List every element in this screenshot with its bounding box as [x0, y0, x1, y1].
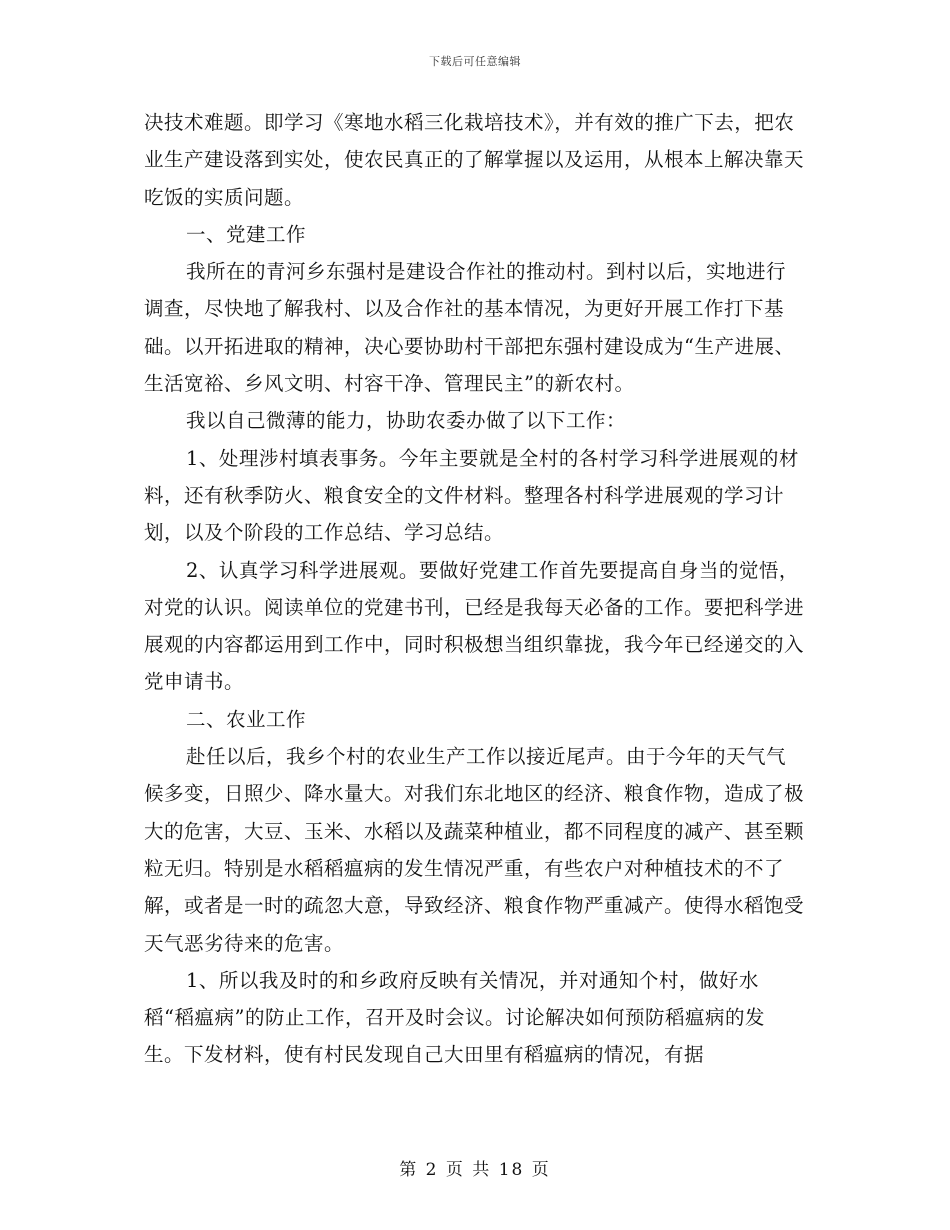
paragraph: 1、处理涉村填表事务。今年主要就是全村的各村学习科学进展观的材料，还有秋季防火、粮食安全的文件材料。整理各村科学进展观的学习计划，以及个阶段的工作总结、学习总结。	[144, 446, 799, 545]
section-heading: 一、党建工作	[186, 222, 307, 246]
document-body	[144, 104, 804, 1074]
page-header: 下载后可任意编辑	[429, 55, 521, 68]
paragraph: 1、所以我及时的和乡政府反映有关情况，并对通知个村，做好水稻“稻瘟病”的防止工作，召开及时会议。讨论解决如何预防稻瘟病的发生。下发材料，使有村民发现自己大田里有稻瘟病的情况，有据	[144, 968, 765, 1067]
paragraph: 决技术难题。即学习《寒地水稻三化栽培技术》，并有效的推广下去，把农业生产建设落到实处，使农民真正的了解掌握以及运用，从根本上解决靠天吃饭的实质问题。	[144, 111, 805, 209]
paragraph: 我所在的青河乡东强村是建设合作社的推动村。到村以后，实地进行调查，尽快地了解我村、以及合作社的基本情况，为更好开展工作打下基础。以开拓进取的精神，决心要协助村干部把东强村建设成为“生产进展、生活宽裕、乡风文明、村容干净、管理民主”的新农村。	[144, 260, 795, 396]
section-heading: 二、农业工作	[186, 707, 307, 731]
paragraph: 我以自己微薄的能力，协助农委办做了以下工作：	[186, 409, 627, 433]
page-footer: 第 2 页 共 18 页	[399, 1160, 551, 1180]
paragraph: 赴任以后，我乡个村的农业生产工作以接近尾声。由于今年的天气气候多变，日照少、降水量大。对我们东北地区的经济、粮食作物，造成了极大的危害，大豆、玉米、水稻以及蔬菜种植业，都不同程度的减产、甚至颗粒无归。特别是水稻稻瘟病的发生情况严重，有些农户对种植技术的不了解，或者是一时的疏忽大意，导致经济、粮食作物严重减产。使得水稻饱受天气恶劣待来的危害。	[144, 745, 805, 955]
paragraph: 2、认真学习科学进展观。要做好党建工作首先要提高自身当的觉悟，对党的认识。阅读单位的党建书刊，已经是我每天必备的工作。要把科学进展观的内容都运用到工作中，同时积极想当组织靠拢，我今年已经递交的入党申请书。	[144, 558, 805, 694]
